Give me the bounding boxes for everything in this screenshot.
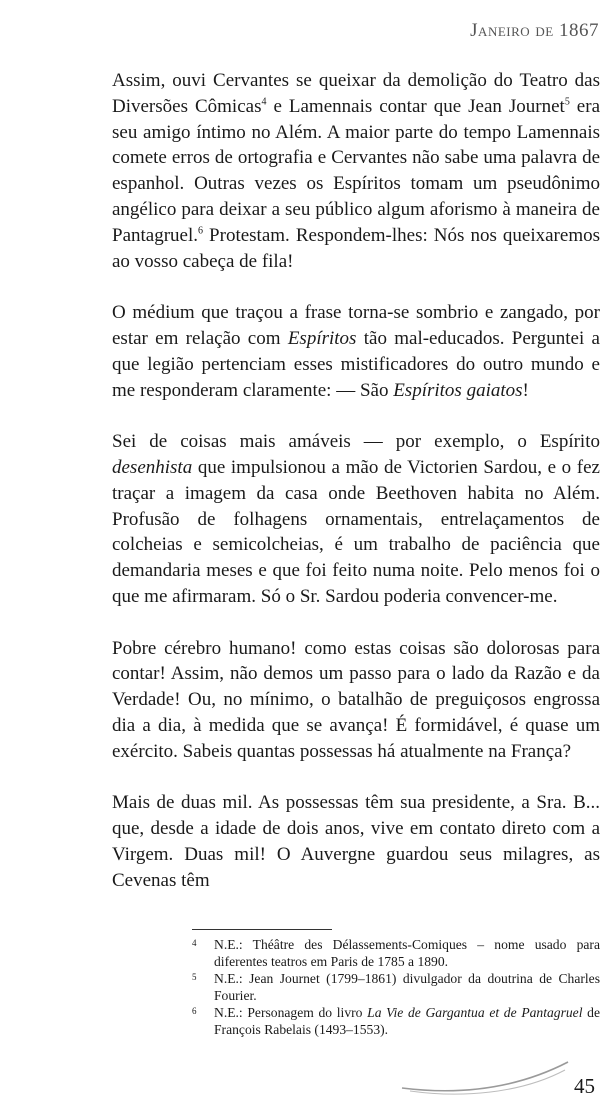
paragraph (112, 300, 600, 403)
text-run: ! (522, 379, 529, 401)
running-head: Janeiro de 1867 (470, 20, 599, 41)
paragraph (112, 429, 600, 610)
text-run: Assim, ouvi Cervantes se queixar da demolição do Teatro das Diversões Cômicas (112, 70, 600, 117)
text-run: O médium que traçou a frase torna-se sombrio e zangado, por estar em relação com (112, 302, 600, 349)
footnote-ref: 4 (261, 96, 267, 108)
footnote-number: 5 (192, 972, 197, 983)
footnote-number: 4 (192, 938, 197, 948)
paragraph (112, 636, 600, 765)
italic-text: Espíritos gaiatos (393, 379, 523, 401)
body-text (112, 68, 600, 894)
page-ornament-swirl-icon (400, 1058, 570, 1098)
italic-text: Espíritos (287, 327, 357, 349)
text-run: N.E.: Personagem do livro (214, 1005, 368, 1021)
text-run: era seu amigo íntimo no Além. A maior parte do tempo Lamennais comete erros de ortografia e Cervantes não sabe uma palavra de espanhol. Outras vezes os Espíritos tomam um pseudônimo angélico para deixar a seu público algum aforismo à maneira de Pantagruel. (112, 95, 600, 246)
footnote-ref: 5 (564, 96, 570, 108)
text-run: e Lamennais contar que Jean Journet (266, 95, 565, 117)
footnote (192, 1005, 600, 1038)
footnote (192, 937, 600, 970)
footnote (192, 971, 600, 1004)
footnote-text (214, 937, 600, 970)
footnote-rule (192, 929, 332, 930)
italic-text: desenhista (112, 456, 193, 478)
footnote-number: 6 (192, 1006, 197, 1017)
text-run: de François Rabelais (1493–1553). (214, 1005, 601, 1037)
text-run: Pobre cérebro humano! como estas coisas são dolorosas para contar! Assim, não demos um passo para o lado da Razão e da Verdade! Ou, no mínimo, o batalhão de preguiçosos engrossa dia a dia, à medida que se avança! É formidável, é quase um exército. Sabeis quantas possessas há atualmente na França? (112, 637, 600, 762)
italic-text: La Vie de Gargantua et de Pantagruel (367, 1005, 583, 1021)
footnote-text (214, 971, 600, 1004)
footnotes (192, 937, 600, 1040)
text-run: Protestam. Respondem-lhes: Nós nos queixaremos ao vosso cabeça de fila! (112, 224, 600, 272)
text-run: N.E.: Théâtre des Délassements-Comiques – nome usado para diferentes teatros em Paris de 1785 a 1890. (214, 937, 600, 969)
footnote-text (214, 1005, 600, 1038)
text-run: Mais de duas mil. As possessas têm sua presidente, a Sra. B... que, desde a idade de dois anos, vive em contato direto com a Virgem. Duas mil! O Auvergne guardou seus milagres, as Cevenas têm (112, 792, 600, 891)
text-run: Sei de coisas mais amáveis — por exemplo, o Espírito (112, 431, 600, 453)
paragraph (112, 790, 600, 893)
footnote-ref: 6 (198, 225, 204, 237)
page-number: 45 (574, 1074, 595, 1098)
text-run: N.E.: Jean Journet (1799–1861) divulgador da doutrina de Charles Fourier. (214, 971, 600, 1003)
paragraph (112, 68, 600, 274)
text-run: que impulsionou a mão de Victorien Sardou, e o fez traçar a imagem da casa onde Beethoven habita no Além. Profusão de folhagens ornamentais, entrelaçamentos de colcheias e semicolcheias, é um trabalho de paciência que demandaria meses e que foi feito numa noite. Pelo menos foi o que me afirmaram. Só o Sr. Sardou poderia convencer-me. (112, 456, 600, 607)
text-run: tão mal-educados. Perguntei a que legião pertenciam esses mistificadores do outro mundo e me responderam claramente: — São (112, 327, 600, 401)
